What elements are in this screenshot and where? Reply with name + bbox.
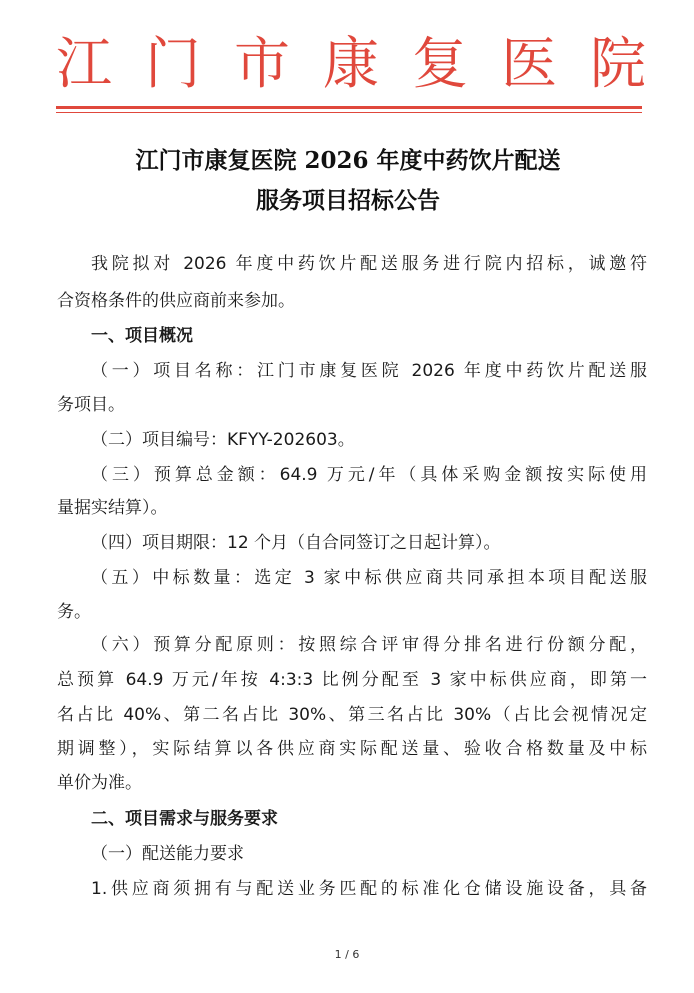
letterhead-char: 门 [145,32,201,97]
intro-paragraph-line: 我院拟对 2026 年度中药饮片配送服务进行院内招标，诚邀符 [91,254,647,274]
letterhead [56,30,646,100]
subsection-heading-delivery: （一）配送能力要求 [91,844,244,864]
item-budget-total-cont: 量据实结算）。 [57,498,168,518]
letterhead-char: 复 [412,32,468,97]
letterhead-char: 市 [234,32,290,97]
item-project-number: （二）项目编号：KFYY-202603。 [91,430,355,450]
intro-paragraph-line: 合资格条件的供应商前来参加。 [57,291,295,311]
item-budget-allocation: （六）预算分配原则：按照综合评审得分排名进行份额分配， [91,635,647,655]
delivery-requirement-item: 1.供应商须拥有与配送业务匹配的标准化仓储设施设备，具备 [91,879,647,899]
letterhead-char: 江 [56,32,112,97]
item-winner-count: （五）中标数量：选定 3 家中标供应商共同承担本项目配送服 [91,568,647,588]
item-project-term: （四）项目期限：12 个月（自合同签订之日起计算）。 [91,533,501,553]
item-budget-total: （三）预算总金额：64.9 万元/年（具体采购金额按实际使用 [91,465,647,485]
document-title-line2: 服务项目招标公告 [256,187,440,214]
letterhead-rule-thin [56,112,642,113]
letterhead-char: 院 [590,32,646,97]
item-budget-allocation-cont: 名占比 40%、第二名占比 30%、第三名占比 30%（占比会视情况定 [57,705,647,725]
item-project-name: （一）项目名称：江门市康复医院 2026 年度中药饮片配送服 [91,361,647,381]
letterhead-char: 医 [501,32,557,97]
section-heading-requirements: 二、项目需求与服务要求 [91,809,278,829]
item-budget-allocation-cont: 期调整），实际结算以各供应商实际配送量、验收合格数量及中标 [57,739,647,759]
letterhead-char: 康 [323,32,379,97]
item-budget-allocation-cont: 总预算 64.9 万元/年按 4:3:3 比例分配至 3 家中标供应商，即第一 [57,670,647,690]
item-budget-allocation-cont: 单价为准。 [57,773,142,793]
document-title-line1: 江门市康复医院 2026 年度中药饮片配送 [135,147,561,174]
item-project-name-cont: 务项目。 [57,395,125,415]
item-winner-count-cont: 务。 [57,602,91,622]
letterhead-rule-thick [56,106,642,109]
page-number: 1 / 6 [334,948,360,961]
section-heading-overview: 一、项目概况 [91,326,193,346]
